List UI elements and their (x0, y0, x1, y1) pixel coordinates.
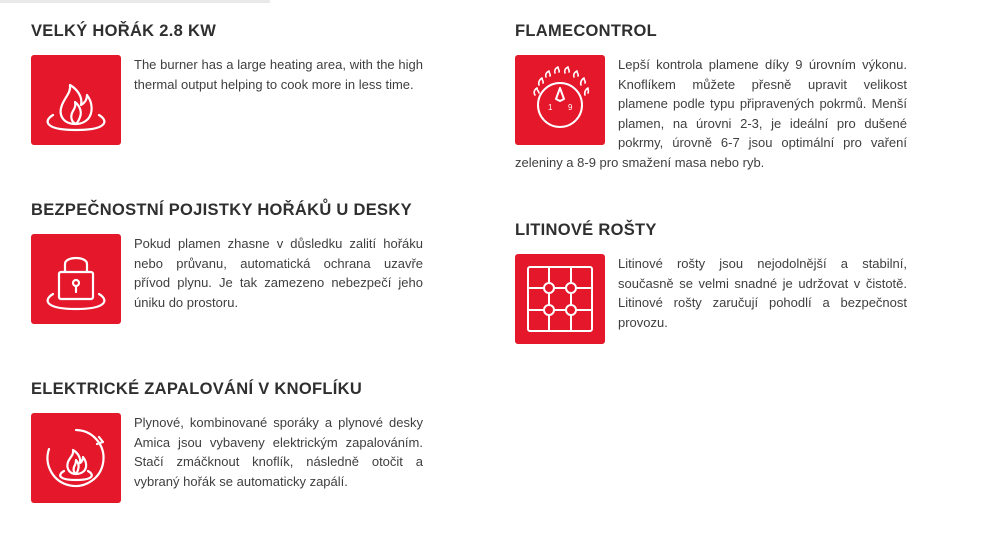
rotating-flame-icon (31, 413, 121, 503)
flame-burner-icon (31, 55, 121, 145)
flame-control-knob-icon (515, 55, 605, 145)
feature-title: FLAMECONTROL (515, 22, 657, 40)
feature-large-burner (31, 22, 423, 145)
feature-cast-iron-grates (515, 221, 907, 344)
feature-electric-ignition (31, 380, 423, 503)
feature-description: The burner has a large heating area, with the high thermal output helping to cook more in less time. (134, 57, 423, 92)
feature-description: Litinové rošty jsou nejodolnější a stabilní, současně se velmi snadné je udržovat v čistotě. Litinové rošty zaručují pohodlí a bezpečnost provozu. (618, 256, 907, 330)
feature-body (515, 254, 907, 332)
feature-title: BEZPEČNOSTNÍ POJISTKY HOŘÁKŮ U DESKY (31, 201, 412, 219)
feature-burner-safety (31, 201, 423, 324)
feature-flamecontrol (515, 22, 907, 172)
top-divider (0, 0, 270, 3)
feature-description: Pokud plamen zhasne v důsledku zalití hořáku nebo průvanu, automatická ochrana uzavře přívod plynu. Je tak zamezeno nebezpečí jeho úniku do prostoru. (134, 236, 423, 310)
feature-title: VELKÝ HOŘÁK 2.8 KW (31, 22, 217, 40)
feature-body (515, 55, 907, 172)
feature-title: LITINOVÉ ROŠTY (515, 221, 657, 239)
feature-title: ELEKTRICKÉ ZAPALOVÁNÍ V KNOFLÍKU (31, 380, 363, 398)
knob-min-label: 1 (548, 103, 553, 112)
feature-description: Plynové, kombinované sporáky a plynové desky Amica jsou vybaveny elektrickým zapalováním. Stačí zmáčknout knoflík, následně otočit a vybraný hořák se automaticky zapálí. (134, 415, 423, 489)
cast-iron-grate-icon (515, 254, 605, 344)
knob-max-label: 9 (568, 103, 573, 112)
padlock-burner-icon (31, 234, 121, 324)
feature-description: Lepší kontrola plamene díky 9 úrovním výkonu. Knoflíkem můžete přesně upravit velikost plamene podle typu připravených pokrmů. Menší plamen, na úrovni 2-3, je ideální pro dušené pokrmy, úrovně 6-7 jsou optimální pro vaření zeleniny a 8-9 pro smažení masa nebo ryb. (515, 57, 907, 170)
